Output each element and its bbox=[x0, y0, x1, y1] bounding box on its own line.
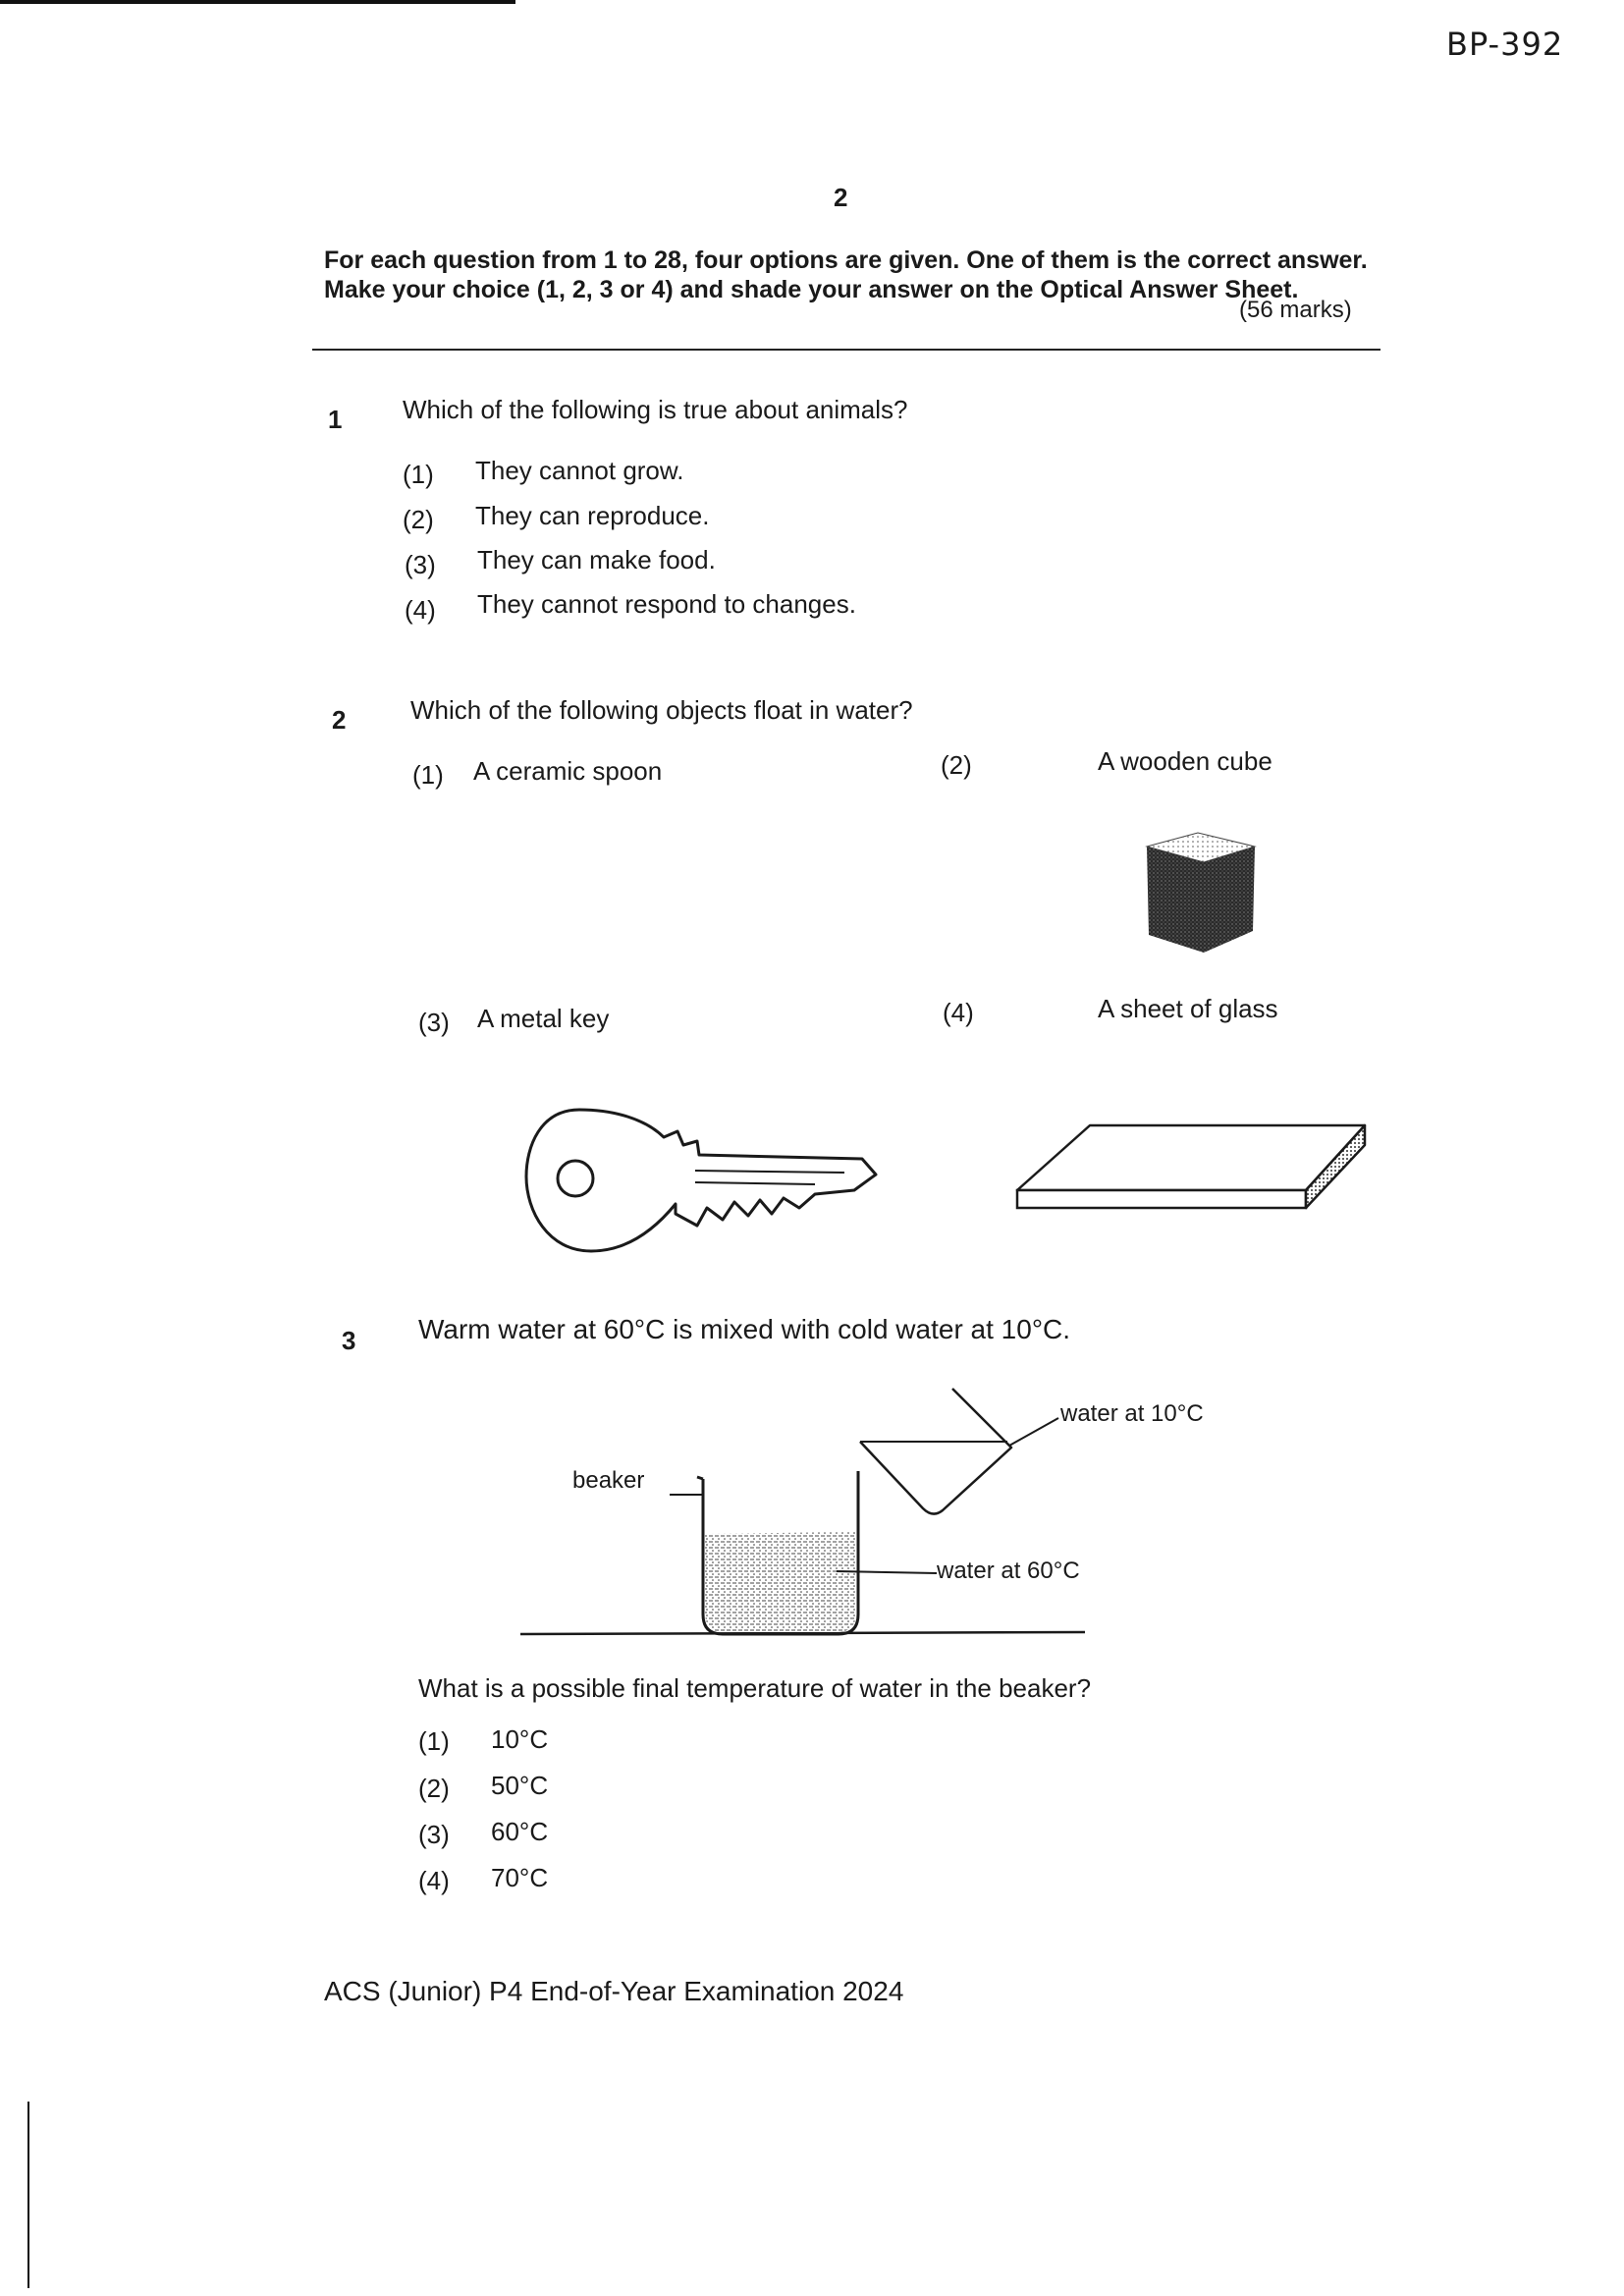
section-divider bbox=[312, 349, 1380, 351]
metal-key-illustration bbox=[520, 1088, 893, 1265]
instruction-line-2: Make your choice (1, 2, 3 or 4) and shade your answer on the Optical Answer Sheet. bbox=[324, 276, 1299, 303]
paper-code: BP-392 bbox=[1446, 26, 1564, 63]
question-3-prompt: What is a possible final temperature of water in the beaker? bbox=[418, 1673, 1092, 1703]
q2-option-3-number: (3) bbox=[418, 1008, 450, 1037]
q3-option-3-text: 60°C bbox=[491, 1817, 549, 1846]
label-warm-water: water at 60°C bbox=[937, 1558, 1080, 1584]
q1-option-3-text: They can make food. bbox=[477, 545, 716, 574]
q3-option-3-number: (3) bbox=[418, 1820, 450, 1849]
marks-total: (56 marks) bbox=[1239, 297, 1352, 323]
q1-option-1-text: They cannot grow. bbox=[475, 456, 684, 485]
q2-option-2-number: (2) bbox=[941, 750, 972, 780]
label-cold-water: water at 10°C bbox=[1060, 1400, 1204, 1427]
label-beaker: beaker bbox=[572, 1467, 645, 1494]
q1-option-2-number: (2) bbox=[403, 505, 434, 534]
q3-option-1-number: (1) bbox=[418, 1726, 450, 1756]
page-number: 2 bbox=[834, 183, 848, 212]
q2-option-4-number: (4) bbox=[943, 998, 974, 1027]
q2-option-1-number: (1) bbox=[412, 760, 444, 790]
question-3-text: Warm water at 60°C is mixed with cold water at 10°C. bbox=[418, 1314, 1071, 1344]
q3-option-2-text: 50°C bbox=[491, 1771, 549, 1800]
question-2-text: Which of the following objects float in water? bbox=[410, 695, 913, 725]
q2-option-3-text: A metal key bbox=[477, 1004, 610, 1033]
question-1-number: 1 bbox=[328, 405, 343, 434]
q1-option-1-number: (1) bbox=[403, 460, 434, 489]
q3-option-1-text: 10°C bbox=[491, 1724, 549, 1754]
exam-footer: ACS (Junior) P4 End-of-Year Examination 2024 bbox=[324, 1976, 904, 2006]
instruction-line-1: For each question from 1 to 28, four options are given. One of them is the correct answer. bbox=[324, 246, 1368, 274]
scan-edge-line-left bbox=[27, 2102, 29, 2288]
q1-option-2-text: They can reproduce. bbox=[475, 501, 710, 530]
q2-option-4-text: A sheet of glass bbox=[1098, 994, 1278, 1023]
glass-sheet-illustration bbox=[1011, 1118, 1370, 1216]
scan-edge-line-top bbox=[0, 0, 515, 4]
q1-option-4-text: They cannot respond to changes. bbox=[477, 589, 856, 619]
question-3-number: 3 bbox=[342, 1326, 356, 1355]
question-2-number: 2 bbox=[332, 705, 347, 735]
q1-option-4-number: (4) bbox=[405, 595, 436, 625]
q2-option-2-text: A wooden cube bbox=[1098, 746, 1272, 776]
question-1-text: Which of the following is true about animals? bbox=[403, 395, 908, 424]
q3-option-2-number: (2) bbox=[418, 1774, 450, 1803]
wooden-cube-illustration bbox=[1137, 825, 1265, 957]
q2-option-1-text: A ceramic spoon bbox=[473, 756, 663, 786]
mixing-water-diagram bbox=[520, 1375, 1129, 1640]
q3-option-4-number: (4) bbox=[418, 1866, 450, 1895]
q3-option-4-text: 70°C bbox=[491, 1863, 549, 1892]
q1-option-3-number: (3) bbox=[405, 550, 436, 579]
